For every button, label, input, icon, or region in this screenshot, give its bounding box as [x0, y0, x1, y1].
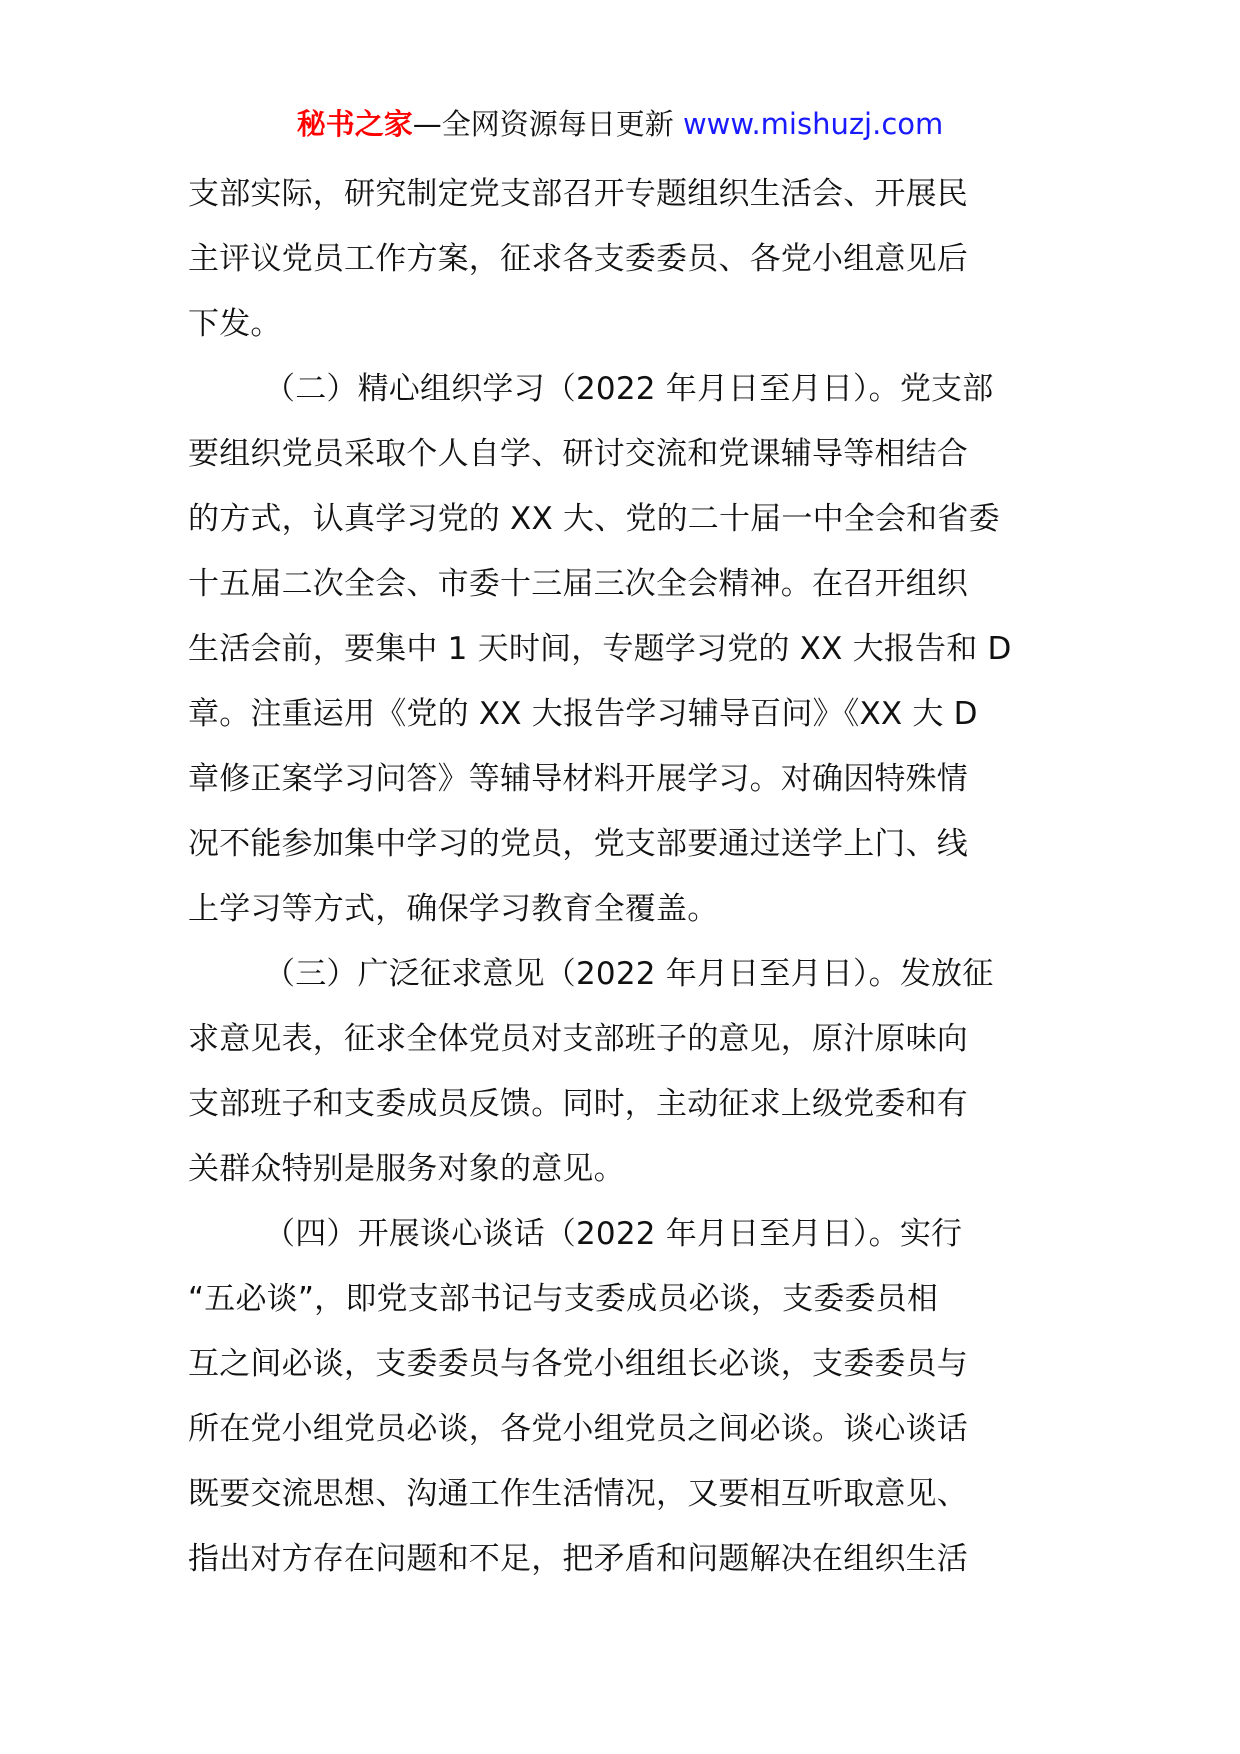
text-line: 章。注重运用《党的 XX 大报告学习辅导百问》《XX 大 D: [188, 696, 978, 732]
header-tagline: —全网资源每日更新: [412, 107, 683, 141]
text-line: 关群众特别是服务对象的意见。: [188, 1151, 625, 1187]
text-line: 的方式，认真学习党的 XX 大、党的二十届一中全会和省委: [188, 501, 1000, 537]
text-line: 章修正案学习问答》等辅导材料开展学习。对确因特殊情: [188, 761, 968, 797]
text-line: 生活会前，要集中 1 天时间，专题学习党的 XX 大报告和 D: [188, 631, 1012, 667]
section-heading-line: （二）精心组织学习（2022 年月日至月日）。党支部: [264, 371, 994, 407]
text-line: 上学习等方式，确保学习教育全覆盖。: [188, 891, 719, 927]
text-line: 支部班子和支委成员反馈。同时，主动征求上级党委和有: [188, 1086, 968, 1122]
document-body: [188, 162, 1058, 1592]
text-line: 况不能参加集中学习的党员，党支部要通过送学上门、线: [188, 826, 968, 862]
text-line: “五必谈”，即党支部书记与支委成员必谈，支委委员相: [188, 1281, 939, 1317]
text-line: 既要交流思想、沟通工作生活情况，又要相互听取意见、: [188, 1476, 968, 1512]
text-line: 主评议党员工作方案，征求各支委委员、各党小组意见后: [188, 241, 968, 277]
text-line: 互之间必谈，支委委员与各党小组组长必谈，支委委员与: [188, 1346, 968, 1382]
text-line: 指出对方存在问题和不足，把矛盾和问题解决在组织生活: [188, 1541, 968, 1577]
text-line: 要组织党员采取个人自学、研讨交流和党课辅导等相结合: [188, 436, 968, 472]
text-line: 求意见表，征求全体党员对支部班子的意见，原汁原味向: [188, 1021, 968, 1057]
brand-name: 秘书之家: [296, 107, 413, 141]
page-header: [0, 104, 1240, 144]
text-line: 支部实际，研究制定党支部召开专题组织生活会、开展民: [188, 176, 968, 212]
text-line: 所在党小组党员必谈，各党小组党员之间必谈。谈心谈话: [188, 1411, 968, 1447]
text-line: 下发。: [188, 306, 282, 342]
text-line: 十五届二次全会、市委十三届三次全会精神。在召开组织: [188, 566, 968, 602]
website-link[interactable]: www.mishuzj.com: [682, 107, 944, 141]
section-heading-line: （四）开展谈心谈话（2022 年月日至月日）。实行: [264, 1216, 963, 1252]
section-heading-line: （三）广泛征求意见（2022 年月日至月日）。发放征: [264, 956, 994, 992]
